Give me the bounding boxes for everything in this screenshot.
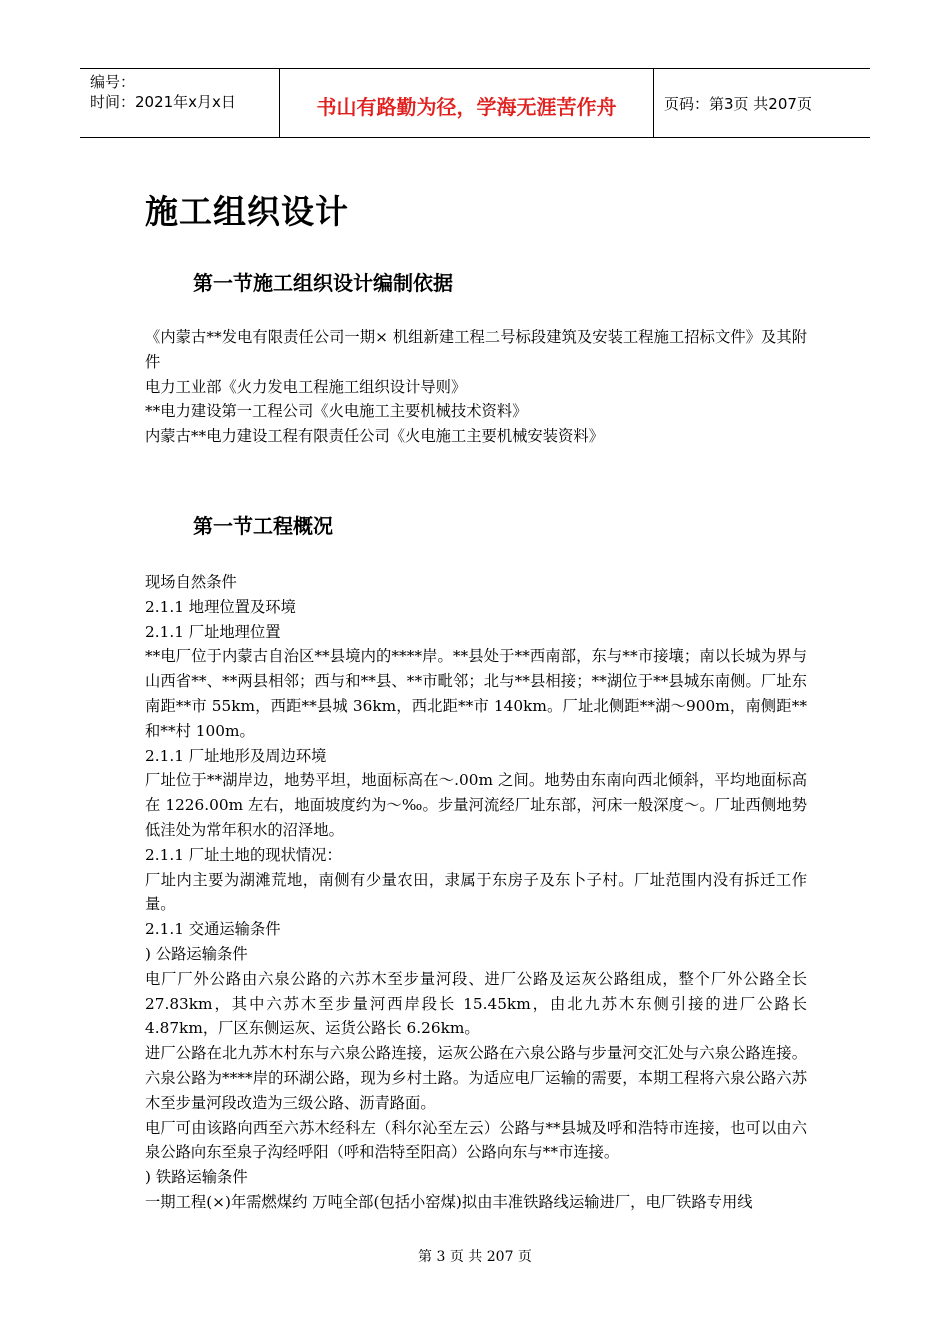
paragraph: 2.1.1 地理位置及环境 (145, 597, 296, 616)
paragraph: 2.1.1 厂址地理位置 (145, 622, 281, 641)
page-header (80, 68, 870, 138)
paragraph: 现场自然条件 (145, 573, 237, 591)
paragraph: 厂址位于**湖岸边，地势平坦，地面标高在～.00m 之间。地势由东南向西北倾斜，平均地面标高在 1226.00m 左右，地面坡度约为～‰。步量河流经厂址东部，河床一般深度～。厂址西侧地势低洼处为常年积水的沼泽地。 (145, 771, 807, 839)
header-meta (80, 69, 280, 137)
paragraph: ) 公路运输条件 (145, 944, 248, 963)
paragraph: 电厂可由该路向西至六苏木经科左（科尔沁至左云）公路与**县城及呼和浩特市连接，也可以由六泉公路向东至泉子沟经呼阳（呼和浩特至阳高）公路向东与**市连接。 (145, 1118, 807, 1162)
document-title: 施工组织设计 (145, 192, 349, 231)
paragraph: 2.1.1 厂址土地的现状情况： (145, 845, 342, 864)
header-page-info: 页码：第3页 共207页 (664, 94, 812, 113)
paragraph: 进厂公路在北九苏木村东与六泉公路连接，运灰公路在六泉公路与步量河交汇处与六泉公路连接。六泉公路为****岸的环湖公路，现为乡村土路。为适应电厂运输的需要，本期工程将六泉公路六苏木至步量河段改造为三级公路、沥青路面。 (145, 1044, 807, 1112)
header-motto: 书山有路勤为径，学海无涯苦作舟 (280, 69, 654, 137)
section-overview-body (145, 570, 807, 1215)
paragraph: 内蒙古**电力建设工程有限责任公司《火电施工主要机械安装资料》 (145, 427, 604, 446)
section-heading-overview: 第一节工程概况 (193, 514, 333, 538)
page-footer: 第 3 页 共 207 页 (418, 1249, 532, 1265)
paragraph: 《内蒙古**发电有限责任公司一期× 机组新建工程二号标段建筑及安装工程施工招标文件》及其附件 (145, 328, 807, 371)
section-heading-basis: 第一节施工组织设计编制依据 (193, 271, 453, 295)
document-date: 时间：2021年x月x日 (90, 93, 236, 111)
paragraph: 电厂厂外公路由六泉公路的六苏木至步量河段、进厂公路及运灰公路组成，整个厂外公路全长 27.83km，其中六苏木至步量河西岸段长 15.45km，由北九苏木东侧引接的进厂公路长 4.87km，厂区东侧运灰、运货公路长 6.26km。 (145, 969, 807, 1038)
paragraph: 2.1.1 交通运输条件 (145, 920, 281, 939)
paragraph: **电力建设第一工程公司《火电施工主要机械技术资料》 (145, 402, 528, 421)
paragraph: **电厂位于内蒙古自治区**县境内的****岸。**县处于**西南部，东与**市接壤；南以长城为界与山西省**、**两县相邻；西与和**县、**市毗邻；北与**县相接；**湖位于**县城东南侧。厂址东南距**市 55km，西距**县城 36km，西北距**市 140km。厂址北侧距**湖～900m，南侧距**和**村 100m。 (145, 647, 807, 740)
paragraph: 2.1.1 厂址地形及周边环境 (145, 746, 327, 765)
document-number-label: 编号： (90, 73, 136, 91)
paragraph: 厂址内主要为湖滩荒地，南侧有少量农田，隶属于东房子及东卜子村。厂址范围内没有拆迁工作量。 (145, 870, 807, 914)
paragraph: ) 铁路运输条件 (145, 1168, 248, 1187)
paragraph: 电力工业部《火力发电工程施工组织设计导则》 (145, 377, 467, 396)
paragraph: 一期工程(×)年需燃煤约 万吨全部(包括小窑煤)拟由丰准铁路线运输进厂，电厂铁路专用线 (145, 1192, 753, 1211)
section-basis-body (145, 325, 807, 449)
